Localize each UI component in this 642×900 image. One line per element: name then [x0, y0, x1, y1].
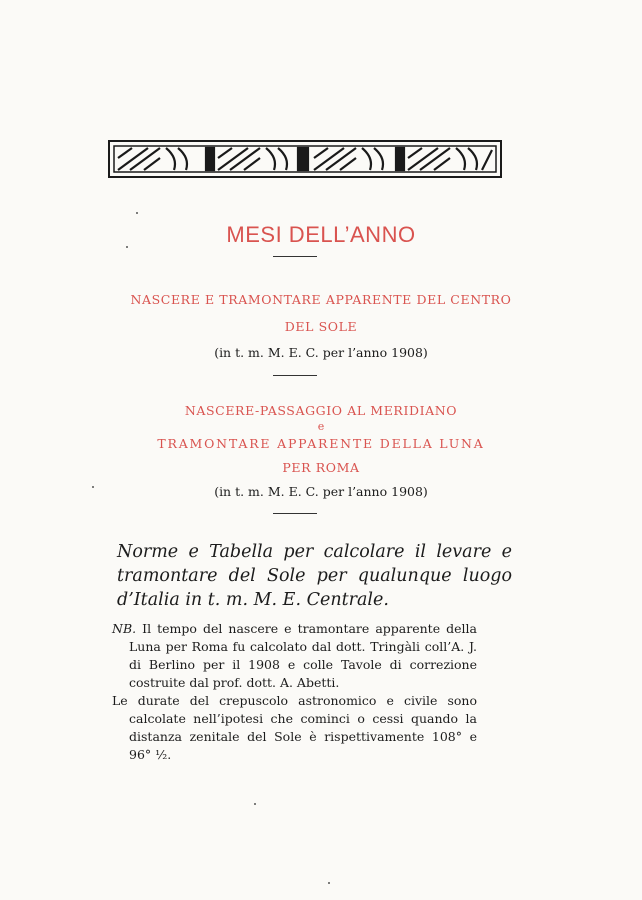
paper-speck — [92, 486, 94, 488]
nb-paragraph — [112, 620, 477, 692]
sun-note: (in t. m. M. E. C. per l’anno 1908) — [214, 345, 428, 360]
moon-line3: TRAMONTARE APPARENTE DELLA LUNA — [157, 436, 485, 451]
paper-speck — [126, 246, 128, 248]
norme-heading: Norme e Tabella per calcolare il levare e tramontare del Sole per qualunque luogo d’Italia in t. m. M. E. Centrale. — [117, 542, 512, 610]
nb-label: NB. — [112, 621, 137, 636]
divider-rule — [273, 513, 317, 514]
divider-rule — [273, 256, 317, 257]
crepuscolo-paragraph: Le durate del crepuscolo astronomico e civile sono calcolate nell’ipotesi che cominci o cessi quando la distanza zenitale del Sole è rispettivamente 108° e 96° ½. — [112, 693, 477, 762]
paper-speck — [328, 882, 330, 884]
ornamental-border — [108, 140, 502, 178]
page-title: MESI DELL’ANNO — [226, 222, 416, 247]
paper-speck — [254, 803, 256, 805]
paper-speck — [136, 212, 138, 214]
moon-line4: PER ROMA — [282, 460, 360, 475]
divider-rule — [273, 375, 317, 376]
moon-line2: e — [317, 420, 325, 433]
sun-title-line1: NASCERE E TRAMONTARE APPARENTE DEL CENTRO — [130, 292, 512, 307]
moon-line1: NASCERE-PASSAGGIO AL MERIDIANO — [184, 403, 458, 418]
nb-text: Il tempo del nascere e tramontare apparente della Luna per Roma fu calcolato dal dott. Tringàli coll’A. J. di Berlino per il 1908 e colle Tavole di correzione costruite dal prof. dott. A. Abetti. — [129, 621, 477, 690]
nb-note — [112, 620, 477, 764]
sun-title-line2: DEL SOLE — [284, 319, 358, 334]
moon-note: (in t. m. M. E. C. per l’anno 1908) — [214, 484, 428, 499]
